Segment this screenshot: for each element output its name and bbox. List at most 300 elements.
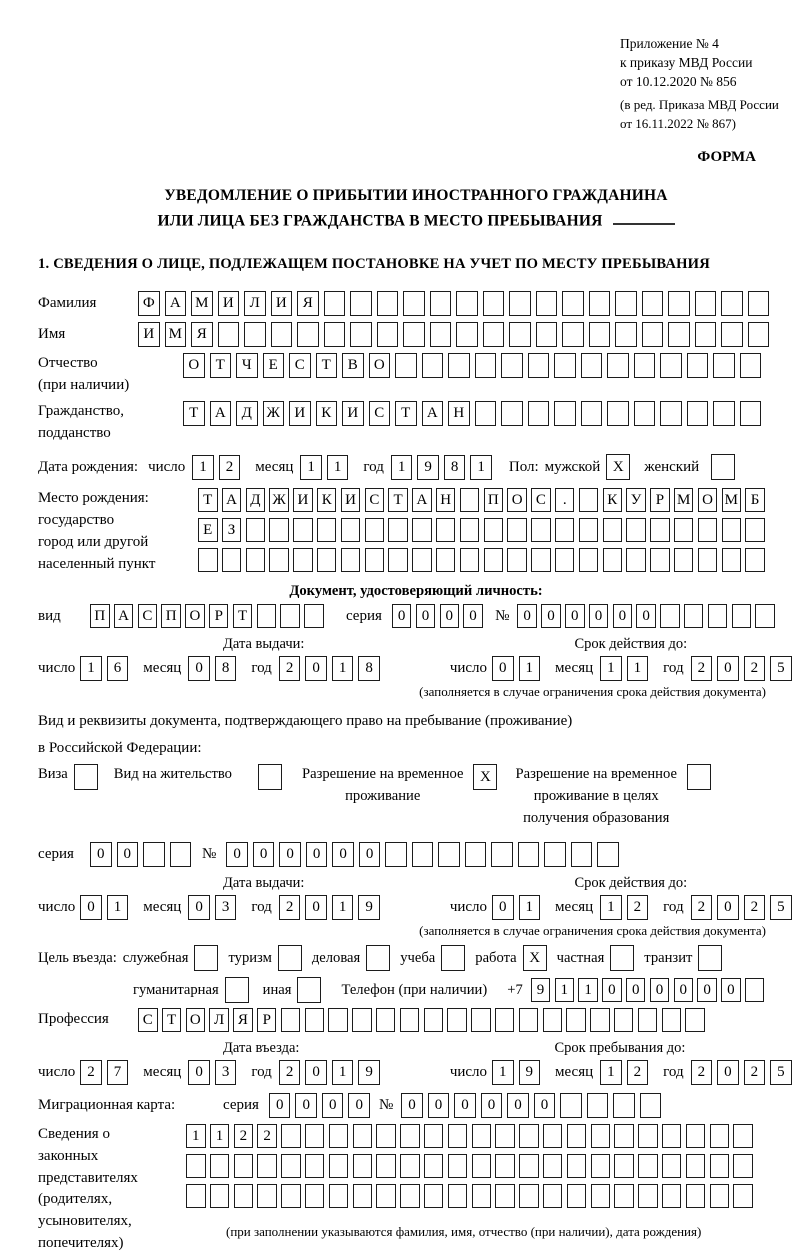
char-cell[interactable] [269, 518, 289, 542]
char-cell[interactable] [317, 518, 337, 542]
char-cell[interactable]: Ф [138, 291, 160, 316]
char-cell[interactable] [615, 291, 637, 316]
char-cell[interactable] [638, 1184, 658, 1208]
char-cell[interactable] [234, 1184, 254, 1208]
char-cell[interactable] [685, 1008, 705, 1032]
char-cell[interactable]: 9 [358, 895, 380, 920]
char-cell[interactable]: 8 [215, 656, 237, 681]
char-cell[interactable] [210, 1154, 230, 1178]
char-cell[interactable] [143, 842, 165, 867]
char-cell[interactable] [640, 1093, 662, 1118]
char-cell[interactable]: Л [244, 291, 266, 316]
char-cell[interactable]: 2 [744, 895, 766, 920]
char-cell[interactable] [475, 353, 497, 378]
char-cell[interactable]: Н [448, 401, 470, 426]
char-cell[interactable]: А [222, 488, 242, 512]
char-cell[interactable]: Р [257, 1008, 277, 1032]
char-cell[interactable]: И [342, 401, 364, 426]
char-cell[interactable]: О [185, 604, 205, 628]
char-cell[interactable] [544, 842, 566, 867]
char-cell[interactable] [518, 842, 540, 867]
char-cell[interactable]: Т [183, 401, 205, 426]
char-cell[interactable]: А [210, 401, 232, 426]
char-cell[interactable] [422, 353, 444, 378]
char-cell[interactable] [305, 1124, 325, 1148]
char-cell[interactable] [674, 548, 694, 572]
char-cell[interactable] [662, 1008, 682, 1032]
char-cell[interactable] [597, 842, 619, 867]
char-cell[interactable]: 5 [770, 895, 792, 920]
char-cell[interactable] [441, 945, 465, 971]
char-cell[interactable]: 1 [192, 455, 214, 480]
char-cell[interactable] [614, 1154, 634, 1178]
char-cell[interactable] [614, 1008, 634, 1032]
char-cell[interactable] [495, 1154, 515, 1178]
char-cell[interactable] [353, 1184, 373, 1208]
char-cell[interactable] [198, 548, 218, 572]
char-cell[interactable]: Д [236, 401, 258, 426]
char-cell[interactable]: 2 [234, 1124, 254, 1148]
char-cell[interactable]: 8 [358, 656, 380, 681]
char-cell[interactable] [350, 322, 372, 347]
char-cell[interactable] [472, 1154, 492, 1178]
char-cell[interactable] [257, 1154, 277, 1178]
char-cell[interactable] [668, 322, 690, 347]
char-cell[interactable] [566, 1008, 586, 1032]
char-cell[interactable]: С [531, 488, 551, 512]
char-cell[interactable] [579, 548, 599, 572]
char-cell[interactable]: 2 [219, 455, 241, 480]
char-cell[interactable] [376, 1124, 396, 1148]
char-cell[interactable]: Р [209, 604, 229, 628]
char-cell[interactable] [579, 488, 599, 512]
char-cell[interactable] [269, 548, 289, 572]
char-cell[interactable]: 5 [770, 656, 792, 681]
char-cell[interactable] [755, 604, 775, 628]
char-cell[interactable] [519, 1184, 539, 1208]
char-cell[interactable] [447, 1008, 467, 1032]
char-cell[interactable] [686, 1154, 706, 1178]
char-cell[interactable] [424, 1008, 444, 1032]
char-cell[interactable]: 1 [107, 895, 129, 920]
char-cell[interactable] [483, 291, 505, 316]
char-cell[interactable] [721, 322, 743, 347]
char-cell[interactable] [638, 1008, 658, 1032]
char-cell[interactable]: 0 [613, 604, 633, 628]
char-cell[interactable]: А [165, 291, 187, 316]
char-cell[interactable] [554, 353, 576, 378]
char-cell[interactable] [740, 353, 762, 378]
char-cell[interactable]: 0 [269, 1093, 291, 1118]
char-cell[interactable] [614, 1124, 634, 1148]
char-cell[interactable]: 0 [80, 895, 102, 920]
char-cell[interactable]: 0 [440, 604, 460, 628]
char-cell[interactable]: 9 [417, 455, 439, 480]
char-cell[interactable]: 1 [627, 656, 649, 681]
char-cell[interactable] [571, 842, 593, 867]
char-cell[interactable]: 1 [391, 455, 413, 480]
char-cell[interactable] [395, 353, 417, 378]
char-cell[interactable] [412, 518, 432, 542]
char-cell[interactable]: О [186, 1008, 206, 1032]
char-cell[interactable] [194, 945, 218, 971]
char-cell[interactable]: Я [191, 322, 213, 347]
char-cell[interactable]: К [316, 401, 338, 426]
char-cell[interactable]: 0 [348, 1093, 370, 1118]
char-cell[interactable]: 1 [332, 656, 354, 681]
char-cell[interactable]: 1 [332, 1060, 354, 1085]
char-cell[interactable] [519, 1008, 539, 1032]
char-cell[interactable]: П [484, 488, 504, 512]
char-cell[interactable]: 2 [691, 656, 713, 681]
char-cell[interactable] [170, 842, 192, 867]
char-cell[interactable]: . [555, 488, 575, 512]
char-cell[interactable] [305, 1008, 325, 1032]
char-cell[interactable] [258, 764, 282, 790]
char-cell[interactable] [698, 518, 718, 542]
char-cell[interactable]: 0 [90, 842, 112, 867]
char-cell[interactable] [465, 842, 487, 867]
char-cell[interactable] [519, 1154, 539, 1178]
char-cell[interactable] [400, 1124, 420, 1148]
char-cell[interactable] [366, 945, 390, 971]
char-cell[interactable] [400, 1008, 420, 1032]
char-cell[interactable]: 2 [627, 1060, 649, 1085]
char-cell[interactable]: М [165, 322, 187, 347]
char-cell[interactable] [613, 1093, 635, 1118]
char-cell[interactable] [528, 353, 550, 378]
char-cell[interactable] [615, 322, 637, 347]
char-cell[interactable] [531, 518, 551, 542]
char-cell[interactable] [543, 1124, 563, 1148]
char-cell[interactable] [436, 548, 456, 572]
char-cell[interactable]: К [317, 488, 337, 512]
char-cell[interactable] [353, 1124, 373, 1148]
char-cell[interactable] [740, 401, 762, 426]
char-cell[interactable] [385, 842, 407, 867]
char-cell[interactable]: 0 [534, 1093, 556, 1118]
char-cell[interactable] [403, 322, 425, 347]
char-cell[interactable]: 2 [257, 1124, 277, 1148]
char-cell[interactable]: М [674, 488, 694, 512]
char-cell[interactable] [281, 1154, 301, 1178]
char-cell[interactable]: 1 [519, 895, 541, 920]
char-cell[interactable]: 2 [279, 895, 301, 920]
char-cell[interactable] [721, 291, 743, 316]
char-cell[interactable] [686, 1124, 706, 1148]
char-cell[interactable] [293, 518, 313, 542]
char-cell[interactable]: О [369, 353, 391, 378]
char-cell[interactable]: Т [162, 1008, 182, 1032]
char-cell[interactable] [353, 1154, 373, 1178]
char-cell[interactable]: Т [198, 488, 218, 512]
char-cell[interactable] [698, 548, 718, 572]
char-cell[interactable] [722, 518, 742, 542]
char-cell[interactable]: П [161, 604, 181, 628]
char-cell[interactable]: 1 [470, 455, 492, 480]
char-cell[interactable]: 0 [226, 842, 248, 867]
char-cell[interactable] [471, 1008, 491, 1032]
char-cell[interactable] [695, 322, 717, 347]
char-cell[interactable] [246, 518, 266, 542]
char-cell[interactable]: Т [395, 401, 417, 426]
char-cell[interactable]: И [218, 291, 240, 316]
char-cell[interactable]: 2 [80, 1060, 102, 1085]
char-cell[interactable] [567, 1154, 587, 1178]
char-cell[interactable]: 0 [602, 978, 622, 1002]
char-cell[interactable] [484, 548, 504, 572]
char-cell[interactable] [733, 1124, 753, 1148]
char-cell[interactable] [732, 604, 752, 628]
char-cell[interactable] [280, 604, 300, 628]
char-cell[interactable] [543, 1184, 563, 1208]
char-cell[interactable] [501, 401, 523, 426]
char-cell[interactable] [638, 1154, 658, 1178]
char-cell[interactable]: 0 [481, 1093, 503, 1118]
char-cell[interactable] [638, 1124, 658, 1148]
char-cell[interactable] [460, 518, 480, 542]
char-cell[interactable] [341, 548, 361, 572]
char-cell[interactable] [297, 977, 321, 1003]
char-cell[interactable] [745, 548, 765, 572]
char-cell[interactable] [376, 1184, 396, 1208]
char-cell[interactable] [634, 353, 656, 378]
char-cell[interactable] [507, 518, 527, 542]
char-cell[interactable] [234, 1154, 254, 1178]
char-cell[interactable]: Т [388, 488, 408, 512]
char-cell[interactable]: Ж [269, 488, 289, 512]
char-cell[interactable] [304, 604, 324, 628]
char-cell[interactable] [509, 291, 531, 316]
char-cell[interactable]: X [523, 945, 547, 971]
char-cell[interactable] [495, 1184, 515, 1208]
char-cell[interactable]: 0 [463, 604, 483, 628]
char-cell[interactable]: 1 [600, 656, 622, 681]
char-cell[interactable] [587, 1093, 609, 1118]
char-cell[interactable] [377, 322, 399, 347]
char-cell[interactable]: 8 [444, 455, 466, 480]
char-cell[interactable] [329, 1184, 349, 1208]
char-cell[interactable]: 1 [578, 978, 598, 1002]
char-cell[interactable]: 0 [697, 978, 717, 1002]
char-cell[interactable]: Я [297, 291, 319, 316]
char-cell[interactable] [562, 322, 584, 347]
char-cell[interactable] [710, 1154, 730, 1178]
char-cell[interactable] [708, 604, 728, 628]
char-cell[interactable]: 0 [295, 1093, 317, 1118]
char-cell[interactable]: Л [209, 1008, 229, 1032]
char-cell[interactable] [591, 1154, 611, 1178]
char-cell[interactable]: О [507, 488, 527, 512]
char-cell[interactable]: X [473, 764, 497, 790]
char-cell[interactable]: 9 [531, 978, 551, 1002]
char-cell[interactable] [687, 764, 711, 790]
char-cell[interactable] [365, 548, 385, 572]
char-cell[interactable] [698, 945, 722, 971]
char-cell[interactable]: 0 [717, 895, 739, 920]
char-cell[interactable] [687, 401, 709, 426]
char-cell[interactable]: П [90, 604, 110, 628]
char-cell[interactable]: 0 [188, 656, 210, 681]
char-cell[interactable]: 1 [600, 1060, 622, 1085]
char-cell[interactable]: И [138, 322, 160, 347]
char-cell[interactable]: И [289, 401, 311, 426]
char-cell[interactable]: Б [745, 488, 765, 512]
char-cell[interactable]: К [603, 488, 623, 512]
char-cell[interactable]: 0 [721, 978, 741, 1002]
char-cell[interactable] [626, 518, 646, 542]
char-cell[interactable] [662, 1154, 682, 1178]
char-cell[interactable]: 9 [358, 1060, 380, 1085]
char-cell[interactable]: С [289, 353, 311, 378]
char-cell[interactable]: 0 [305, 895, 327, 920]
char-cell[interactable] [186, 1154, 206, 1178]
char-cell[interactable] [603, 548, 623, 572]
char-cell[interactable]: З [222, 518, 242, 542]
char-cell[interactable] [603, 518, 623, 542]
char-cell[interactable]: С [138, 604, 158, 628]
char-cell[interactable]: 0 [253, 842, 275, 867]
char-cell[interactable] [297, 322, 319, 347]
char-cell[interactable]: Е [198, 518, 218, 542]
char-cell[interactable] [281, 1184, 301, 1208]
char-cell[interactable]: 0 [416, 604, 436, 628]
char-cell[interactable] [430, 291, 452, 316]
char-cell[interactable]: И [293, 488, 313, 512]
char-cell[interactable] [614, 1184, 634, 1208]
char-cell[interactable] [695, 291, 717, 316]
char-cell[interactable] [412, 548, 432, 572]
char-cell[interactable] [403, 291, 425, 316]
char-cell[interactable] [377, 291, 399, 316]
char-cell[interactable] [567, 1124, 587, 1148]
char-cell[interactable] [528, 401, 550, 426]
char-cell[interactable] [448, 1154, 468, 1178]
char-cell[interactable] [257, 604, 277, 628]
char-cell[interactable]: 1 [186, 1124, 206, 1148]
char-cell[interactable] [305, 1154, 325, 1178]
char-cell[interactable] [607, 353, 629, 378]
char-cell[interactable] [438, 842, 460, 867]
char-cell[interactable] [560, 1093, 582, 1118]
char-cell[interactable] [662, 1124, 682, 1148]
char-cell[interactable]: Т [233, 604, 253, 628]
char-cell[interactable] [536, 291, 558, 316]
char-cell[interactable]: 3 [215, 895, 237, 920]
char-cell[interactable] [519, 1124, 539, 1148]
char-cell[interactable] [733, 1184, 753, 1208]
char-cell[interactable]: 0 [428, 1093, 450, 1118]
char-cell[interactable] [281, 1008, 301, 1032]
char-cell[interactable] [607, 401, 629, 426]
char-cell[interactable] [567, 1184, 587, 1208]
char-cell[interactable] [536, 322, 558, 347]
char-cell[interactable] [745, 518, 765, 542]
char-cell[interactable] [495, 1008, 515, 1032]
char-cell[interactable] [554, 401, 576, 426]
char-cell[interactable] [400, 1154, 420, 1178]
char-cell[interactable] [507, 548, 527, 572]
char-cell[interactable]: 0 [359, 842, 381, 867]
char-cell[interactable] [365, 518, 385, 542]
char-cell[interactable]: О [698, 488, 718, 512]
char-cell[interactable]: А [422, 401, 444, 426]
char-cell[interactable]: 1 [210, 1124, 230, 1148]
char-cell[interactable]: 0 [279, 842, 301, 867]
char-cell[interactable] [713, 401, 735, 426]
char-cell[interactable] [424, 1124, 444, 1148]
char-cell[interactable] [501, 353, 523, 378]
char-cell[interactable] [543, 1154, 563, 1178]
char-cell[interactable] [475, 401, 497, 426]
char-cell[interactable] [448, 1184, 468, 1208]
char-cell[interactable] [610, 945, 634, 971]
char-cell[interactable] [626, 548, 646, 572]
char-cell[interactable] [686, 1184, 706, 1208]
char-cell[interactable] [555, 518, 575, 542]
char-cell[interactable] [324, 291, 346, 316]
char-cell[interactable] [650, 548, 670, 572]
char-cell[interactable]: 0 [117, 842, 139, 867]
char-cell[interactable] [722, 548, 742, 572]
char-cell[interactable]: 1 [332, 895, 354, 920]
char-cell[interactable]: 0 [188, 895, 210, 920]
char-cell[interactable] [293, 548, 313, 572]
char-cell[interactable] [491, 842, 513, 867]
char-cell[interactable]: О [183, 353, 205, 378]
char-cell[interactable]: С [138, 1008, 158, 1032]
char-cell[interactable] [430, 322, 452, 347]
char-cell[interactable]: 7 [107, 1060, 129, 1085]
char-cell[interactable] [448, 353, 470, 378]
char-cell[interactable] [579, 518, 599, 542]
char-cell[interactable] [509, 322, 531, 347]
char-cell[interactable]: X [606, 454, 630, 480]
char-cell[interactable] [329, 1124, 349, 1148]
char-cell[interactable] [472, 1184, 492, 1208]
char-cell[interactable] [660, 353, 682, 378]
char-cell[interactable] [591, 1124, 611, 1148]
char-cell[interactable] [555, 548, 575, 572]
char-cell[interactable]: 0 [626, 978, 646, 1002]
char-cell[interactable] [210, 1184, 230, 1208]
char-cell[interactable]: 1 [300, 455, 322, 480]
char-cell[interactable] [674, 518, 694, 542]
char-cell[interactable]: 0 [392, 604, 412, 628]
char-cell[interactable]: 1 [492, 1060, 514, 1085]
char-cell[interactable]: Ж [263, 401, 285, 426]
char-cell[interactable] [460, 488, 480, 512]
char-cell[interactable]: Т [210, 353, 232, 378]
char-cell[interactable]: 3 [215, 1060, 237, 1085]
char-cell[interactable] [225, 977, 249, 1003]
char-cell[interactable] [745, 978, 765, 1002]
char-cell[interactable] [329, 1154, 349, 1178]
char-cell[interactable] [186, 1184, 206, 1208]
char-cell[interactable]: 0 [717, 1060, 739, 1085]
char-cell[interactable] [495, 1124, 515, 1148]
char-cell[interactable] [660, 604, 680, 628]
char-cell[interactable] [222, 548, 242, 572]
char-cell[interactable]: И [341, 488, 361, 512]
char-cell[interactable] [668, 291, 690, 316]
char-cell[interactable] [278, 945, 302, 971]
char-cell[interactable] [388, 548, 408, 572]
char-cell[interactable] [324, 322, 346, 347]
char-cell[interactable]: 0 [305, 1060, 327, 1085]
char-cell[interactable] [634, 401, 656, 426]
char-cell[interactable] [562, 291, 584, 316]
